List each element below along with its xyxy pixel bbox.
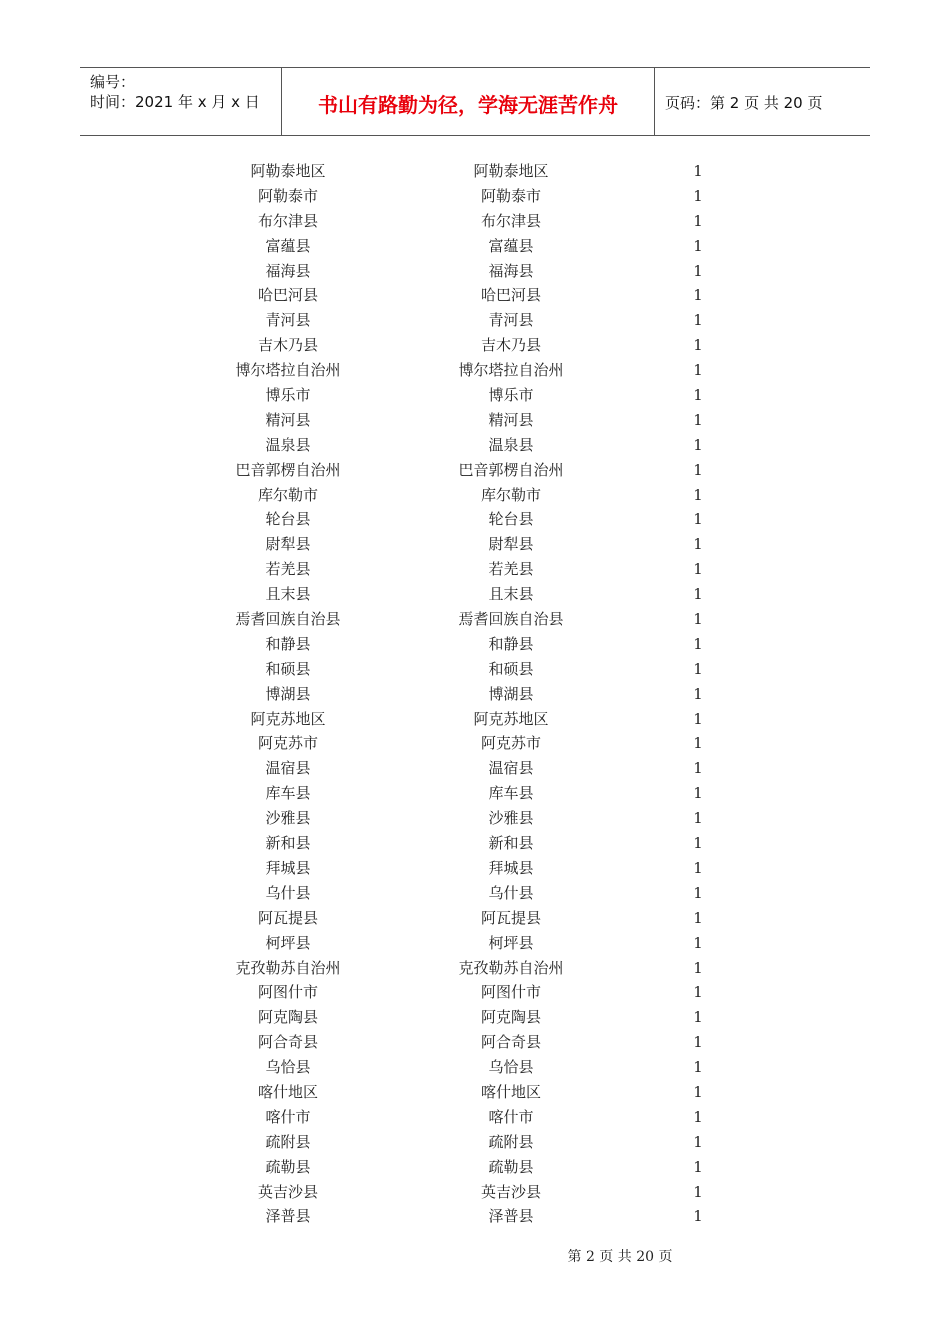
count-cell: 1 <box>693 834 703 853</box>
region-alias-cell: 克孜勒苏自治州 <box>458 958 564 977</box>
region-name-cell: 和硕县 <box>265 659 311 678</box>
table-row <box>0 358 950 383</box>
number-label: 编号： <box>90 73 136 91</box>
table-row <box>0 1055 950 1080</box>
region-name-cell: 尉犁县 <box>265 535 311 554</box>
table-row <box>0 408 950 433</box>
table-row <box>0 632 950 657</box>
count-cell: 1 <box>693 1157 703 1176</box>
region-name-cell: 博湖县 <box>265 684 311 703</box>
region-name-cell: 温宿县 <box>265 759 311 778</box>
region-name-cell: 库尔勒市 <box>257 485 318 504</box>
region-name-cell: 沙雅县 <box>265 809 311 828</box>
region-alias-cell: 尉犁县 <box>488 535 534 554</box>
count-cell: 1 <box>693 858 703 877</box>
table-row <box>0 931 950 956</box>
count-cell: 1 <box>693 236 703 255</box>
region-name-cell: 博乐市 <box>265 386 311 405</box>
region-name-cell: 温泉县 <box>265 435 311 454</box>
region-name-cell: 阿图什市 <box>257 983 318 1002</box>
table-row <box>0 1155 950 1180</box>
table-row <box>0 781 950 806</box>
region-alias-cell: 阿克苏地区 <box>473 709 549 728</box>
region-alias-cell: 拜城县 <box>488 858 534 877</box>
table-row <box>0 159 950 184</box>
count-cell: 1 <box>693 162 703 180</box>
region-name-cell: 阿克苏市 <box>257 734 318 753</box>
region-alias-cell: 哈巴河县 <box>480 286 541 305</box>
table-row <box>0 458 950 483</box>
count-cell: 1 <box>693 634 703 653</box>
region-alias-cell: 布尔津县 <box>480 211 541 230</box>
table-row <box>0 806 950 831</box>
table-row <box>0 956 950 981</box>
region-alias-cell: 新和县 <box>488 834 534 853</box>
count-cell: 1 <box>693 1008 703 1027</box>
table-row <box>0 209 950 234</box>
table-row <box>0 1080 950 1105</box>
region-name-cell: 阿克苏地区 <box>250 709 326 728</box>
table-row <box>0 881 950 906</box>
count-cell: 1 <box>693 883 703 902</box>
count-cell: 1 <box>693 1058 703 1077</box>
region-alias-cell: 福海县 <box>488 261 534 280</box>
count-cell: 1 <box>693 485 703 504</box>
region-alias-cell: 阿图什市 <box>480 983 541 1002</box>
region-name-cell: 吉木乃县 <box>257 336 318 355</box>
count-cell: 1 <box>693 1082 703 1101</box>
region-alias-cell: 泽普县 <box>488 1207 534 1226</box>
count-cell: 1 <box>693 809 703 828</box>
region-name-cell: 阿克陶县 <box>257 1008 318 1027</box>
count-cell: 1 <box>693 983 703 1002</box>
region-alias-cell: 博尔塔拉自治州 <box>458 361 564 380</box>
table-row <box>0 234 950 259</box>
region-alias-cell: 柯坪县 <box>488 933 534 952</box>
region-alias-cell: 青河县 <box>488 311 534 330</box>
region-name-cell: 轮台县 <box>265 510 311 529</box>
region-name-cell: 富蕴县 <box>265 236 311 255</box>
table-row <box>0 1180 950 1205</box>
table-row <box>0 1204 950 1229</box>
count-cell: 1 <box>693 1182 703 1201</box>
table-row <box>0 682 950 707</box>
count-cell: 1 <box>693 958 703 977</box>
region-alias-cell: 博乐市 <box>488 386 534 405</box>
count-cell: 1 <box>693 410 703 429</box>
region-alias-cell: 富蕴县 <box>488 236 534 255</box>
count-cell: 1 <box>693 908 703 927</box>
region-alias-cell: 精河县 <box>488 410 534 429</box>
region-alias-cell: 和硕县 <box>488 659 534 678</box>
region-alias-cell: 阿克陶县 <box>480 1008 541 1027</box>
region-alias-cell: 沙雅县 <box>488 809 534 828</box>
region-alias-cell: 焉耆回族自治县 <box>458 610 564 629</box>
region-alias-cell: 英吉沙县 <box>480 1182 541 1201</box>
header-motto: 书山有路勤为径，学海无涯苦作舟 <box>282 68 655 135</box>
region-alias-cell: 乌恰县 <box>488 1058 534 1077</box>
count-cell: 1 <box>693 186 703 205</box>
table-row <box>0 756 950 781</box>
table-row <box>0 333 950 358</box>
table-row <box>0 731 950 756</box>
region-name-cell: 疏勒县 <box>265 1157 311 1176</box>
count-cell: 1 <box>693 759 703 778</box>
region-name-cell: 哈巴河县 <box>257 286 318 305</box>
region-alias-cell: 若羌县 <box>488 560 534 579</box>
region-name-cell: 博尔塔拉自治州 <box>235 361 341 380</box>
table-row <box>0 1130 950 1155</box>
region-name-cell: 喀什市 <box>265 1107 311 1126</box>
region-name-cell: 疏附县 <box>265 1132 311 1151</box>
count-cell: 1 <box>693 585 703 604</box>
region-alias-cell: 乌什县 <box>488 883 534 902</box>
region-alias-cell: 阿勒泰地区 <box>473 162 549 180</box>
table-row <box>0 184 950 209</box>
region-name-cell: 福海县 <box>265 261 311 280</box>
count-cell: 1 <box>693 709 703 728</box>
table-row <box>0 906 950 931</box>
region-name-cell: 精河县 <box>265 410 311 429</box>
region-alias-cell: 库车县 <box>488 784 534 803</box>
region-name-cell: 库车县 <box>265 784 311 803</box>
count-cell: 1 <box>693 261 703 280</box>
count-cell: 1 <box>693 560 703 579</box>
region-name-cell: 布尔津县 <box>257 211 318 230</box>
region-name-cell: 青河县 <box>265 311 311 330</box>
region-name-cell: 喀什地区 <box>257 1082 318 1101</box>
region-alias-cell: 喀什地区 <box>480 1082 541 1101</box>
table-row <box>0 831 950 856</box>
count-cell: 1 <box>693 361 703 380</box>
region-name-cell: 拜城县 <box>265 858 311 877</box>
count-cell: 1 <box>693 460 703 479</box>
count-cell: 1 <box>693 1207 703 1226</box>
table-row <box>0 582 950 607</box>
region-name-cell: 阿合奇县 <box>257 1033 318 1052</box>
count-cell: 1 <box>693 684 703 703</box>
count-cell: 1 <box>693 1107 703 1126</box>
count-cell: 1 <box>693 734 703 753</box>
region-alias-cell: 轮台县 <box>488 510 534 529</box>
table-row <box>0 557 950 582</box>
count-cell: 1 <box>693 386 703 405</box>
table-row <box>0 657 950 682</box>
region-name-cell: 阿瓦提县 <box>257 908 318 927</box>
table-row <box>0 980 950 1005</box>
region-name-cell: 泽普县 <box>265 1207 311 1226</box>
region-alias-cell: 温宿县 <box>488 759 534 778</box>
region-name-cell: 英吉沙县 <box>257 1182 318 1201</box>
table-row <box>0 1030 950 1055</box>
count-cell: 1 <box>693 1033 703 1052</box>
region-alias-cell: 疏勒县 <box>488 1157 534 1176</box>
region-alias-cell: 和静县 <box>488 634 534 653</box>
region-alias-cell: 喀什市 <box>488 1107 534 1126</box>
region-name-cell: 若羌县 <box>265 560 311 579</box>
page-footer: 第 2 页 共 20 页 <box>567 1249 673 1265</box>
table-row <box>0 607 950 632</box>
region-table <box>0 159 950 1229</box>
region-alias-cell: 阿勒泰市 <box>480 186 541 205</box>
table-row <box>0 383 950 408</box>
page-header <box>80 67 870 136</box>
table-row <box>0 283 950 308</box>
table-row <box>0 507 950 532</box>
count-cell: 1 <box>693 311 703 330</box>
table-row <box>0 259 950 284</box>
region-alias-cell: 库尔勒市 <box>480 485 541 504</box>
count-cell: 1 <box>693 933 703 952</box>
region-name-cell: 阿勒泰市 <box>257 186 318 205</box>
region-alias-cell: 阿瓦提县 <box>480 908 541 927</box>
region-name-cell: 和静县 <box>265 634 311 653</box>
region-name-cell: 焉耆回族自治县 <box>235 610 341 629</box>
count-cell: 1 <box>693 1132 703 1151</box>
count-cell: 1 <box>693 510 703 529</box>
region-name-cell: 巴音郭楞自治州 <box>235 460 341 479</box>
count-cell: 1 <box>693 784 703 803</box>
region-name-cell: 且末县 <box>265 585 311 604</box>
table-row <box>0 532 950 557</box>
count-cell: 1 <box>693 535 703 554</box>
header-page-info: 页码：第 2 页 共 20 页 <box>665 94 823 112</box>
region-name-cell: 乌恰县 <box>265 1058 311 1077</box>
count-cell: 1 <box>693 286 703 305</box>
time-label: 时间：2021 年 x 月 x 日 <box>90 93 260 111</box>
table-row <box>0 856 950 881</box>
region-alias-cell: 阿克苏市 <box>480 734 541 753</box>
table-row <box>0 1005 950 1030</box>
table-row <box>0 707 950 732</box>
region-name-cell: 柯坪县 <box>265 933 311 952</box>
count-cell: 1 <box>693 610 703 629</box>
count-cell: 1 <box>693 336 703 355</box>
region-alias-cell: 疏附县 <box>488 1132 534 1151</box>
region-name-cell: 乌什县 <box>265 883 311 902</box>
region-alias-cell: 阿合奇县 <box>480 1033 541 1052</box>
region-name-cell: 新和县 <box>265 834 311 853</box>
region-alias-cell: 温泉县 <box>488 435 534 454</box>
region-alias-cell: 巴音郭楞自治州 <box>458 460 564 479</box>
table-row <box>0 308 950 333</box>
header-meta <box>80 68 282 135</box>
count-cell: 1 <box>693 435 703 454</box>
count-cell: 1 <box>693 211 703 230</box>
count-cell: 1 <box>693 659 703 678</box>
region-name-cell: 克孜勒苏自治州 <box>235 958 341 977</box>
region-alias-cell: 吉木乃县 <box>480 336 541 355</box>
table-row <box>0 433 950 458</box>
region-alias-cell: 博湖县 <box>488 684 534 703</box>
table-row <box>0 483 950 508</box>
region-alias-cell: 且末县 <box>488 585 534 604</box>
table-row <box>0 1105 950 1130</box>
region-name-cell: 阿勒泰地区 <box>250 162 326 180</box>
